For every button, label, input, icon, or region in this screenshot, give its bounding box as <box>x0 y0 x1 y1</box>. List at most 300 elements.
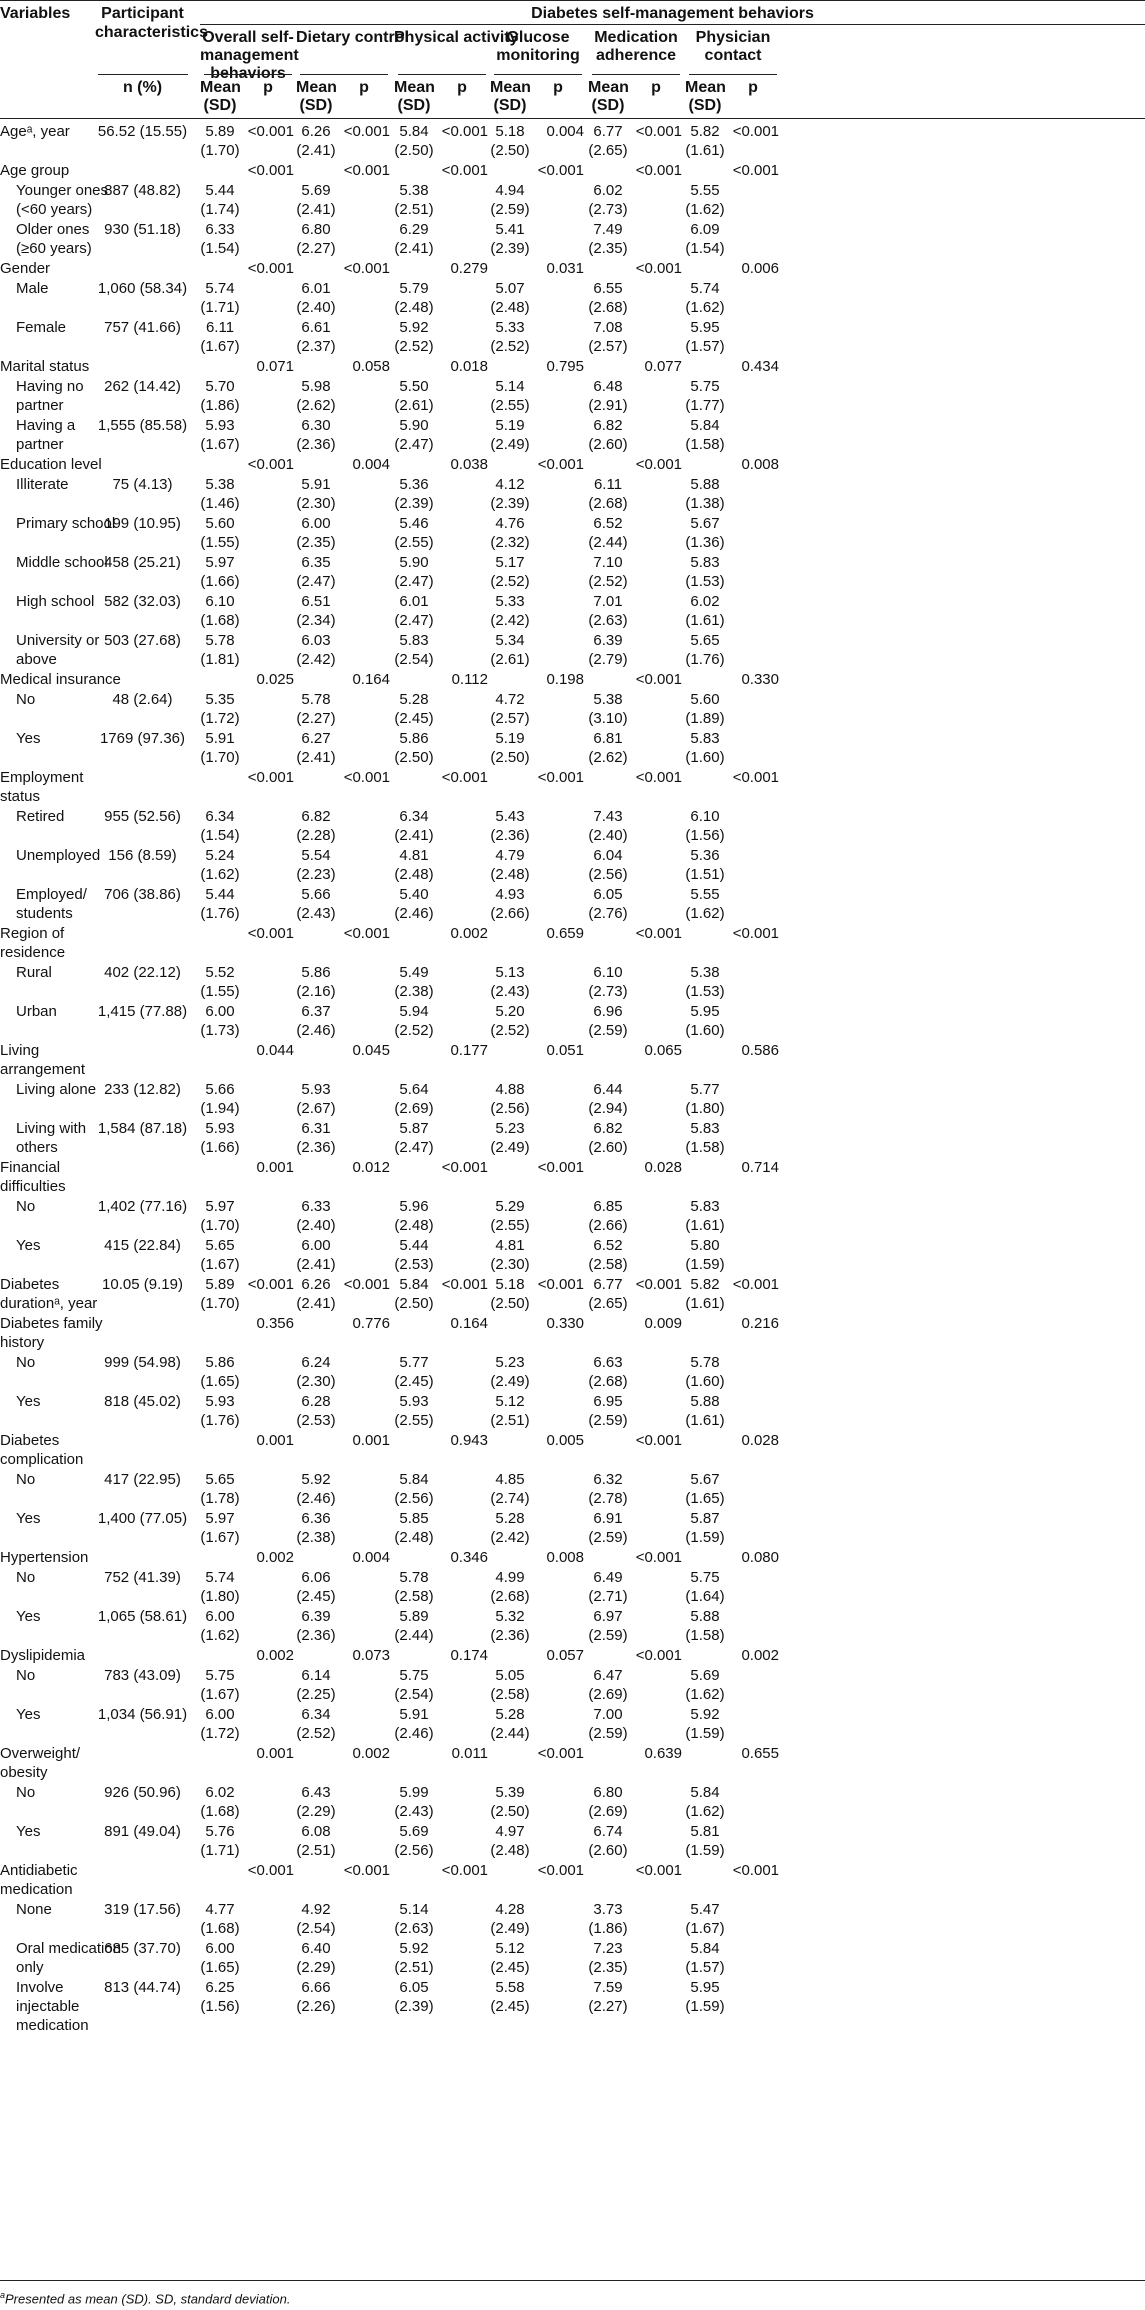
row-mean: 5.60 <box>205 515 235 532</box>
row-mean: 6.40 <box>301 1940 331 1957</box>
row-label: Rural <box>16 964 52 981</box>
row-sd: (1.56) <box>200 1998 240 2015</box>
row-n-pct: 891 (49.04) <box>104 1823 181 1840</box>
row-mean: 6.39 <box>301 1608 331 1625</box>
row-sd: (2.68) <box>588 495 628 512</box>
row-p-value: <0.001 <box>441 162 488 179</box>
row-mean: 6.26 <box>301 123 331 140</box>
row-mean: 7.10 <box>593 554 623 571</box>
row-sd: (2.51) <box>296 1842 336 1859</box>
row-p-value: 0.795 <box>546 358 584 375</box>
row-sd: (1.53) <box>685 573 725 590</box>
row-n-pct: 813 (44.74) <box>104 1979 181 1996</box>
row-mean: 5.74 <box>205 280 235 297</box>
row-mean: 5.91 <box>205 730 235 747</box>
row-sd: (1.81) <box>200 651 240 668</box>
row-label: (<60 years) <box>16 201 93 218</box>
header-sd-5: (SD) <box>688 97 722 114</box>
row-mean: 5.84 <box>399 1471 429 1488</box>
row-mean: 5.20 <box>495 1003 525 1020</box>
row-p-value: 0.198 <box>546 671 584 688</box>
row-mean: 6.34 <box>205 808 235 825</box>
row-p-value: <0.001 <box>343 925 390 942</box>
row-sd: (1.94) <box>200 1100 240 1117</box>
row-sd: (2.23) <box>296 866 336 883</box>
row-sd: (2.41) <box>296 749 336 766</box>
row-mean: 5.55 <box>690 886 720 903</box>
row-mean: 6.28 <box>301 1393 331 1410</box>
row-label: Yes <box>16 730 41 747</box>
row-mean: 6.32 <box>593 1471 623 1488</box>
row-sd: (1.57) <box>685 338 725 355</box>
row-sd: (2.41) <box>296 1256 336 1273</box>
header-p-0: p <box>263 79 273 96</box>
row-mean: 6.10 <box>690 808 720 825</box>
row-sd: (2.50) <box>394 749 434 766</box>
row-mean: 5.90 <box>399 417 429 434</box>
row-sd: (2.54) <box>394 651 434 668</box>
row-mean: 7.49 <box>593 221 623 238</box>
row-mean: 5.28 <box>495 1706 525 1723</box>
row-n-pct: 706 (38.86) <box>104 886 181 903</box>
header-mean-1: Mean <box>296 79 337 96</box>
row-sd: (2.28) <box>296 827 336 844</box>
row-mean: 5.36 <box>399 476 429 493</box>
row-n-pct: 752 (41.39) <box>104 1569 181 1586</box>
row-mean: 6.25 <box>205 1979 235 1996</box>
row-mean: 5.18 <box>495 1276 525 1293</box>
row-mean: 5.35 <box>205 691 235 708</box>
row-mean: 5.93 <box>301 1081 331 1098</box>
row-mean: 5.34 <box>495 632 525 649</box>
row-label: Age group <box>0 162 70 179</box>
row-p-value: <0.001 <box>537 1276 584 1293</box>
row-sd: (1.70) <box>200 1295 240 1312</box>
row-n-pct: 10.05 (9.19) <box>102 1276 183 1293</box>
row-p-value: 0.356 <box>256 1315 294 1332</box>
row-p-value: <0.001 <box>247 769 294 786</box>
row-mean: 4.77 <box>205 1901 235 1918</box>
row-sd: (1.68) <box>200 612 240 629</box>
row-mean: 6.33 <box>301 1198 331 1215</box>
table-rule-bottom <box>0 2280 1145 2281</box>
row-mean: 6.00 <box>205 1940 235 1957</box>
row-mean: 6.52 <box>593 515 623 532</box>
row-p-value: <0.001 <box>537 1745 584 1762</box>
row-label: Yes <box>16 1608 41 1625</box>
row-mean: 5.67 <box>690 515 720 532</box>
row-sd: (2.43) <box>296 905 336 922</box>
row-sd: (2.52) <box>394 1022 434 1039</box>
row-p-value: 0.012 <box>352 1159 390 1176</box>
row-sd: (2.25) <box>296 1686 336 1703</box>
row-sd: (2.59) <box>588 1725 628 1742</box>
row-mean: 7.23 <box>593 1940 623 1957</box>
row-mean: 5.84 <box>690 1940 720 1957</box>
row-mean: 5.78 <box>205 632 235 649</box>
row-mean: 5.23 <box>495 1120 525 1137</box>
row-mean: 6.51 <box>301 593 331 610</box>
row-sd: (2.36) <box>296 1139 336 1156</box>
row-sd: (2.49) <box>490 1373 530 1390</box>
row-sd: (2.48) <box>490 299 530 316</box>
header-behavior-0-line2: behaviors <box>210 65 286 82</box>
row-label: Involve <box>16 1979 64 1996</box>
row-mean: 5.19 <box>495 417 525 434</box>
row-mean: 6.04 <box>593 847 623 864</box>
row-n-pct: 1769 (97.36) <box>99 730 186 747</box>
row-sd: (2.54) <box>394 1686 434 1703</box>
row-sd: (2.42) <box>490 1529 530 1546</box>
row-mean: 6.96 <box>593 1003 623 1020</box>
row-n-pct: 930 (51.18) <box>104 221 181 238</box>
row-p-value: 0.112 <box>451 671 488 688</box>
header-sd-1: (SD) <box>299 97 333 114</box>
row-mean: 5.79 <box>399 280 429 297</box>
row-n-pct: 926 (50.96) <box>104 1784 181 1801</box>
row-label: Diabetes family <box>0 1315 103 1332</box>
row-mean: 6.00 <box>301 1237 331 1254</box>
row-mean: 6.80 <box>301 221 331 238</box>
row-mean: 6.82 <box>593 417 623 434</box>
row-p-value: <0.001 <box>343 1862 390 1879</box>
row-sd: (1.61) <box>685 1217 725 1234</box>
row-mean: 5.47 <box>690 1901 720 1918</box>
row-p-value: 0.004 <box>352 1549 390 1566</box>
header-sd-3: (SD) <box>493 97 527 114</box>
row-n-pct: 1,065 (58.61) <box>97 1608 188 1625</box>
row-p-value: 0.028 <box>644 1159 682 1176</box>
row-mean: 5.84 <box>399 123 429 140</box>
row-sd: (1.61) <box>685 612 725 629</box>
row-sd: (2.71) <box>588 1588 628 1605</box>
row-sd: (1.72) <box>200 710 240 727</box>
row-sd: (2.42) <box>490 612 530 629</box>
row-n-pct: 48 (2.64) <box>112 691 173 708</box>
row-sd: (2.65) <box>588 1295 628 1312</box>
row-sd: (1.59) <box>685 1256 725 1273</box>
row-mean: 6.66 <box>301 1979 331 1996</box>
row-label: obesity <box>0 1764 48 1781</box>
row-sd: (2.69) <box>588 1803 628 1820</box>
row-sd: (2.47) <box>394 436 434 453</box>
row-mean: 4.85 <box>495 1471 525 1488</box>
row-p-value: 0.434 <box>741 358 779 375</box>
row-mean: 5.33 <box>495 319 525 336</box>
row-mean: 6.63 <box>593 1354 623 1371</box>
row-label: Male <box>16 280 49 297</box>
row-label: Yes <box>16 1823 41 1840</box>
row-mean: 5.69 <box>690 1667 720 1684</box>
row-p-value: <0.001 <box>441 769 488 786</box>
row-mean: 5.92 <box>399 319 429 336</box>
row-sd: (1.55) <box>200 983 240 1000</box>
row-sd: (1.62) <box>685 905 725 922</box>
row-label: Living alone <box>16 1081 97 1098</box>
row-sd: (1.71) <box>200 299 240 316</box>
row-mean: 5.93 <box>205 1120 235 1137</box>
row-sd: (2.48) <box>490 1842 530 1859</box>
row-mean: 5.38 <box>205 476 235 493</box>
row-mean: 6.47 <box>593 1667 623 1684</box>
row-sd: (2.62) <box>588 749 628 766</box>
row-mean: 5.78 <box>399 1569 429 1586</box>
row-mean: 6.82 <box>593 1120 623 1137</box>
row-sd: (1.60) <box>685 749 725 766</box>
row-mean: 6.00 <box>205 1003 235 1020</box>
row-sd: (1.66) <box>200 573 240 590</box>
row-mean: 5.90 <box>399 554 429 571</box>
row-p-value: 0.044 <box>256 1042 294 1059</box>
row-mean: 5.87 <box>690 1510 720 1527</box>
row-label: No <box>16 1569 36 1586</box>
row-sd: (2.41) <box>296 201 336 218</box>
row-mean: 5.36 <box>690 847 720 864</box>
row-label: partner <box>16 397 64 414</box>
row-mean: 5.28 <box>399 691 429 708</box>
row-mean: 5.65 <box>690 632 720 649</box>
row-mean: 5.44 <box>399 1237 429 1254</box>
row-n-pct: 955 (52.56) <box>104 808 181 825</box>
row-p-value: <0.001 <box>635 1647 682 1664</box>
row-p-value: 0.001 <box>352 1432 390 1449</box>
row-mean: 5.66 <box>205 1081 235 1098</box>
row-label: No <box>16 1198 36 1215</box>
row-n-pct: 685 (37.70) <box>104 1940 181 1957</box>
row-sd: (1.67) <box>200 1686 240 1703</box>
row-p-value: 0.639 <box>644 1745 682 1762</box>
row-sd: (2.50) <box>490 142 530 159</box>
row-sd: (2.66) <box>588 1217 628 1234</box>
row-sd: (2.46) <box>296 1022 336 1039</box>
row-mean: 5.91 <box>301 476 331 493</box>
row-p-value: <0.001 <box>537 769 584 786</box>
row-mean: 5.97 <box>205 1510 235 1527</box>
row-sd: (2.45) <box>394 710 434 727</box>
header-behavior-4-line1: adherence <box>595 47 677 64</box>
row-mean: 6.00 <box>301 515 331 532</box>
row-sd: (1.67) <box>200 338 240 355</box>
row-mean: 6.39 <box>593 632 623 649</box>
row-label: Hypertension <box>0 1549 89 1566</box>
header-behavior-4-rule <box>592 74 680 75</box>
row-mean: 5.91 <box>399 1706 429 1723</box>
row-mean: 5.81 <box>690 1823 720 1840</box>
row-mean: 5.89 <box>205 123 235 140</box>
row-n-pct: 1,402 (77.16) <box>97 1198 188 1215</box>
row-mean: 6.11 <box>205 319 235 336</box>
row-mean: 5.83 <box>690 730 720 747</box>
row-n-pct: 75 (4.13) <box>112 476 173 493</box>
row-mean: 5.83 <box>399 632 429 649</box>
header-mean-4: Mean <box>588 79 629 96</box>
row-sd: (2.76) <box>588 905 628 922</box>
row-sd: (2.40) <box>588 827 628 844</box>
row-mean: 6.35 <box>301 554 331 571</box>
row-sd: (2.62) <box>296 397 336 414</box>
row-sd: (1.56) <box>685 827 725 844</box>
row-sd: (2.58) <box>490 1686 530 1703</box>
row-mean: 5.82 <box>690 123 720 140</box>
row-p-value: <0.001 <box>635 123 682 140</box>
row-sd: (2.29) <box>296 1803 336 1820</box>
header-behavior-0-line0: Overall self- <box>202 29 294 46</box>
row-label: Retired <box>16 808 65 825</box>
row-sd: (2.53) <box>394 1256 434 1273</box>
row-p-value: <0.001 <box>635 260 682 277</box>
row-mean: 4.88 <box>495 1081 525 1098</box>
row-sd: (1.76) <box>685 651 725 668</box>
row-mean: 6.74 <box>593 1823 623 1840</box>
header-dsm: Diabetes self-management behaviors <box>531 5 814 22</box>
row-sd: (2.27) <box>588 1998 628 2015</box>
row-sd: (2.49) <box>490 1139 530 1156</box>
row-sd: (2.47) <box>296 573 336 590</box>
row-sd: (1.65) <box>200 1373 240 1390</box>
row-mean: 6.81 <box>593 730 623 747</box>
row-p-value: 0.279 <box>450 260 488 277</box>
row-p-value: <0.001 <box>441 1862 488 1879</box>
row-p-value: 0.065 <box>644 1042 682 1059</box>
row-mean: 5.83 <box>690 1198 720 1215</box>
row-mean: 5.75 <box>690 378 720 395</box>
row-sd: (2.60) <box>588 1842 628 1859</box>
row-p-value: 0.330 <box>546 1315 584 1332</box>
row-sd: (2.41) <box>394 827 434 844</box>
row-sd: (2.29) <box>296 1959 336 1976</box>
row-n-pct: 503 (27.68) <box>104 632 181 649</box>
row-sd: (2.56) <box>490 1100 530 1117</box>
row-sd: (2.16) <box>296 983 336 1000</box>
row-n-pct: 999 (54.98) <box>104 1354 181 1371</box>
row-sd: (1.66) <box>200 1139 240 1156</box>
row-n-pct: 1,400 (77.05) <box>97 1510 188 1527</box>
row-sd: (1.67) <box>200 436 240 453</box>
header-p-2: p <box>457 79 467 96</box>
row-sd: (2.34) <box>296 612 336 629</box>
header-p-1: p <box>359 79 369 96</box>
row-mean: 5.23 <box>495 1354 525 1371</box>
row-mean: 5.89 <box>399 1608 429 1625</box>
row-sd: (2.52) <box>490 338 530 355</box>
row-mean: 6.44 <box>593 1081 623 1098</box>
row-sd: (2.32) <box>490 534 530 551</box>
row-mean: 6.24 <box>301 1354 331 1371</box>
row-p-value: 0.001 <box>256 1745 294 1762</box>
row-mean: 5.12 <box>495 1393 525 1410</box>
row-p-value: <0.001 <box>247 260 294 277</box>
row-mean: 5.14 <box>495 378 525 395</box>
row-mean: 6.43 <box>301 1784 331 1801</box>
header-sd-4: (SD) <box>591 97 625 114</box>
row-mean: 5.78 <box>301 691 331 708</box>
row-label: history <box>0 1334 45 1351</box>
row-mean: 5.38 <box>399 182 429 199</box>
row-mean: 5.82 <box>690 1276 720 1293</box>
row-sd: (2.73) <box>588 201 628 218</box>
footnote-text: Presented as mean (SD). SD, standard deviation. <box>5 2291 291 2307</box>
row-mean: 5.46 <box>399 515 429 532</box>
footnote-mark: a <box>0 2290 6 2300</box>
row-sd: (2.60) <box>588 436 628 453</box>
row-p-value: <0.001 <box>247 123 294 140</box>
row-p-value: 0.164 <box>352 671 390 688</box>
row-mean: 6.00 <box>205 1608 235 1625</box>
row-label: No <box>16 691 36 708</box>
row-p-value: 0.073 <box>352 1647 390 1664</box>
row-sd: (1.89) <box>685 710 725 727</box>
row-mean: 5.85 <box>399 1510 429 1527</box>
row-sd: (1.67) <box>200 1529 240 1546</box>
row-p-value: <0.001 <box>343 260 390 277</box>
row-label: Yes <box>16 1706 41 1723</box>
row-mean: 6.02 <box>593 182 623 199</box>
row-sd: (2.41) <box>296 1295 336 1312</box>
row-sd: (1.58) <box>685 1627 725 1644</box>
row-sd: (1.60) <box>685 1373 725 1390</box>
row-mean: 6.10 <box>593 964 623 981</box>
row-sd: (2.47) <box>394 1139 434 1156</box>
header-participant-line2: characteristics <box>95 24 208 41</box>
row-mean: 7.59 <box>593 1979 623 1996</box>
row-mean: 6.31 <box>301 1120 331 1137</box>
row-sd: (2.46) <box>394 1725 434 1742</box>
header-behavior-0-line1: management <box>200 47 299 64</box>
row-sd: (2.55) <box>490 397 530 414</box>
row-sd: (2.30) <box>296 495 336 512</box>
header-rule-bottom <box>0 118 1145 119</box>
row-n-pct: 415 (22.84) <box>104 1237 181 1254</box>
row-sd: (2.69) <box>394 1100 434 1117</box>
header-participant-line1: Participant <box>101 5 184 22</box>
row-mean: 5.41 <box>495 221 525 238</box>
row-mean: 6.77 <box>593 123 623 140</box>
header-behavior-1-line0: Dietary control <box>296 29 409 46</box>
row-p-value: 0.080 <box>741 1549 779 1566</box>
row-p-value: 0.002 <box>256 1549 294 1566</box>
row-mean: 5.80 <box>690 1237 720 1254</box>
row-label: Yes <box>16 1237 41 1254</box>
row-sd: (2.45) <box>296 1588 336 1605</box>
row-mean: 6.77 <box>593 1276 623 1293</box>
header-behavior-3-rule <box>494 74 582 75</box>
row-p-value: 0.008 <box>546 1549 584 1566</box>
header-mean-3: Mean <box>490 79 531 96</box>
row-mean: 5.13 <box>495 964 525 981</box>
row-mean: 5.52 <box>205 964 235 981</box>
row-n-pct: 458 (25.21) <box>104 554 181 571</box>
row-n-pct: 757 (41.66) <box>104 319 181 336</box>
row-sd: (1.76) <box>200 905 240 922</box>
row-mean: 6.36 <box>301 1510 331 1527</box>
row-sd: (1.80) <box>200 1588 240 1605</box>
row-p-value: 0.714 <box>741 1159 779 1176</box>
row-mean: 5.65 <box>205 1471 235 1488</box>
row-sd: (2.38) <box>394 983 434 1000</box>
header-p-4: p <box>651 79 661 96</box>
row-mean: 6.37 <box>301 1003 331 1020</box>
row-mean: 6.02 <box>690 593 720 610</box>
row-p-value: 0.216 <box>741 1315 779 1332</box>
row-sd: (1.86) <box>200 397 240 414</box>
row-p-value: 0.659 <box>546 925 584 942</box>
row-sd: (2.39) <box>394 1998 434 2015</box>
row-sd: (1.62) <box>685 1803 725 1820</box>
row-label: Gender <box>0 260 51 277</box>
row-label: Oral medication <box>16 1940 122 1957</box>
row-mean: 5.92 <box>690 1706 720 1723</box>
row-p-value: 0.177 <box>450 1042 488 1059</box>
